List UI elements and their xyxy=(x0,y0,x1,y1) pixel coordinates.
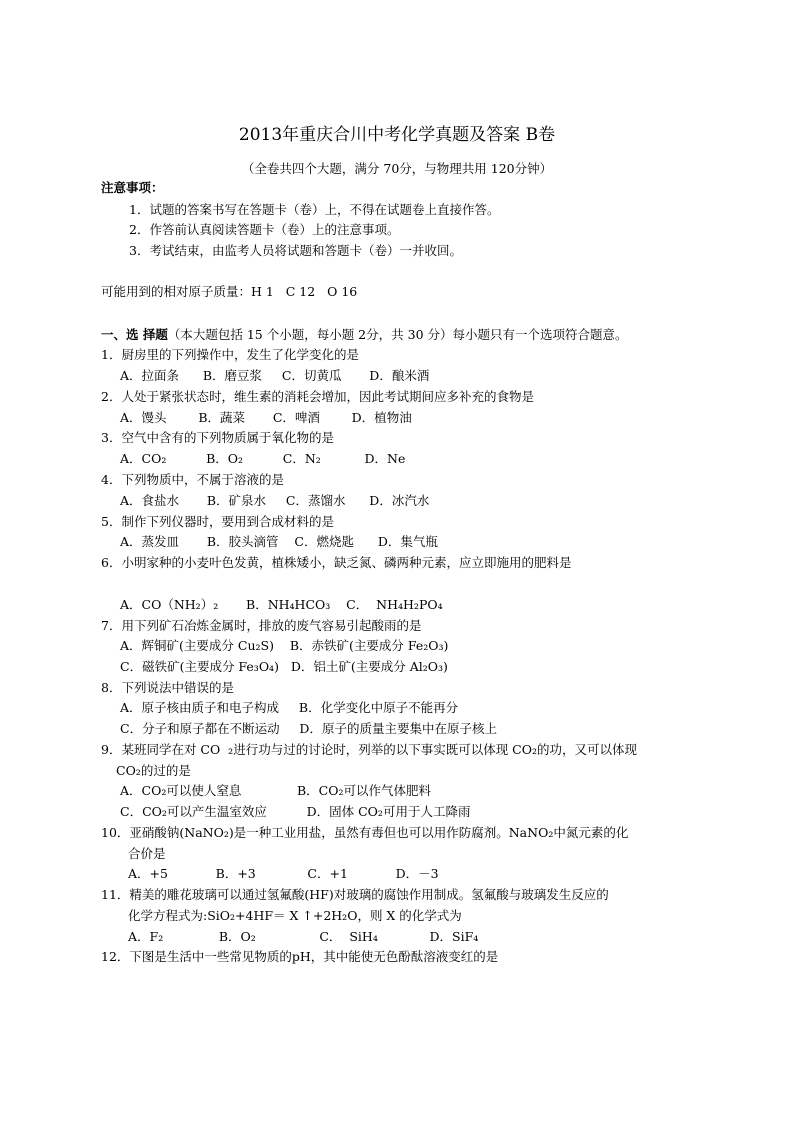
atomic-mass-line: 可能用到的相对原子质量：H 1 C 12 O 16 xyxy=(101,284,358,299)
question-12-stem: 12．下图是生活中一些常见物质的pH，其中能使无色酚酞溶液变红的是 xyxy=(101,949,499,964)
question-10-stem: 10．亚硝酸钠(NaNO₂)是一种工业用盐，虽然有毒但也可以用作防腐剂。NaNO₂中氮元素的化 xyxy=(101,825,629,840)
page-title: 2013年重庆合川中考化学真题及答案 B卷 xyxy=(238,125,556,145)
notice-item-3: 3．考试结束，由监考人员将试题和答题卡（卷）一并收回。 xyxy=(129,243,462,258)
question-7-options-cd: C．磁铁矿(主要成分 Fe₃O₄) D．铝土矿(主要成分 Al₂O₃) xyxy=(120,659,448,674)
question-6-options: A．CO（NH₂）₂ B．NH₄HCO₃ C． NH₄H₂PO₄ xyxy=(120,597,443,612)
question-8-options-ab: A．原子核由质子和电子构成 B．化学变化中原子不能再分 xyxy=(120,700,459,715)
section1-heading: 一、选 择题 xyxy=(101,327,168,342)
question-9-stem: 9．某班同学在对 CO ₂进行功与过的讨论时，列举的以下事实既可以体现 CO₂的功，又可以体现 xyxy=(101,742,637,757)
question-8-options-cd: C．分子和原子都在不断运动 D．原子的质量主要集中在原子核上 xyxy=(120,721,497,736)
section1-desc: （本大题包括 15 个小题，每小题 2分，共 30 分）每小题只有一个选项符合题意。 xyxy=(167,327,628,342)
question-6-stem: 6．小明家种的小麦叶色发黄，植株矮小，缺乏氮、磷两种元素，应立即施用的肥料是 xyxy=(101,555,572,570)
question-2-options: A．馒头 B．蔬菜 C．啤酒 D．植物油 xyxy=(120,410,412,425)
question-9-stem-cont: CO₂的过的是 xyxy=(116,763,191,778)
question-3-stem: 3．空气中含有的下列物质属于氧化物的是 xyxy=(101,430,334,445)
question-7-options-ab: A．辉铜矿(主要成分 Cu₂S) B．赤铁矿(主要成分 Fe₂O₃) xyxy=(120,638,449,653)
section1-header xyxy=(101,327,628,343)
question-2-stem: 2．人处于紧张状态时，维生素的消耗会增加，因此考试期间应多补充的食物是 xyxy=(101,389,534,404)
question-11-stem-cont: 化学方程式为:SiO₂+4HF＝ X ↑+2H₂O，则 X 的化学式为 xyxy=(128,908,462,923)
question-10-stem-cont: 合价是 xyxy=(128,846,166,861)
question-10-options: A．+5 B．+3 C．+1 D．－3 xyxy=(128,866,439,881)
question-11-stem: 11．精美的雕花玻璃可以通过氢氟酸(HF)对玻璃的腐蚀作用制成。氢氟酸与玻璃发生反应的 xyxy=(101,887,609,902)
question-5-stem: 5．制作下列仪器时，要用到合成材料的是 xyxy=(101,514,334,529)
question-1-options: A．拉面条 B．磨豆浆 C．切黄瓜 D．酿米酒 xyxy=(120,368,430,383)
question-8-stem: 8．下列说法中错误的是 xyxy=(101,680,234,695)
question-3-options: A．CO₂ B．O₂ C．N₂ D．Ne xyxy=(120,451,406,466)
page-subtitle: （全卷共四个大题，满分 70分，与物理共用 120分钟） xyxy=(241,161,553,176)
question-11-options: A．F₂ B．O₂ C． SiH₄ D．SiF₄ xyxy=(128,929,479,944)
question-7-stem: 7．用下列矿石冶炼金属时，排放的废气容易引起酸雨的是 xyxy=(101,618,422,633)
question-5-options: A．蒸发皿 B．胶头滴管 C．燃烧匙 D．集气瓶 xyxy=(120,534,438,549)
notice-item-1: 1．试题的答案书写在答题卡（卷）上，不得在试题卷上直接作答。 xyxy=(129,202,500,217)
question-9-options-ab: A．CO₂可以使人窒息 B．CO₂可以作气体肥料 xyxy=(120,783,431,798)
question-9-options-cd: C．CO₂可以产生温室效应 D．固体 CO₂可用于人工降雨 xyxy=(120,804,471,819)
notice-item-2: 2．作答前认真阅读答题卡（卷）上的注意事项。 xyxy=(129,222,400,237)
question-4-stem: 4．下列物质中，不属于溶液的是 xyxy=(101,472,284,487)
question-4-options: A．食盐水 B．矿泉水 C．蒸馏水 D．冰汽水 xyxy=(120,493,430,508)
notice-heading: 注意事项： xyxy=(101,180,164,195)
question-1-stem: 1．厨房里的下列操作中，发生了化学变化的是 xyxy=(101,347,359,362)
